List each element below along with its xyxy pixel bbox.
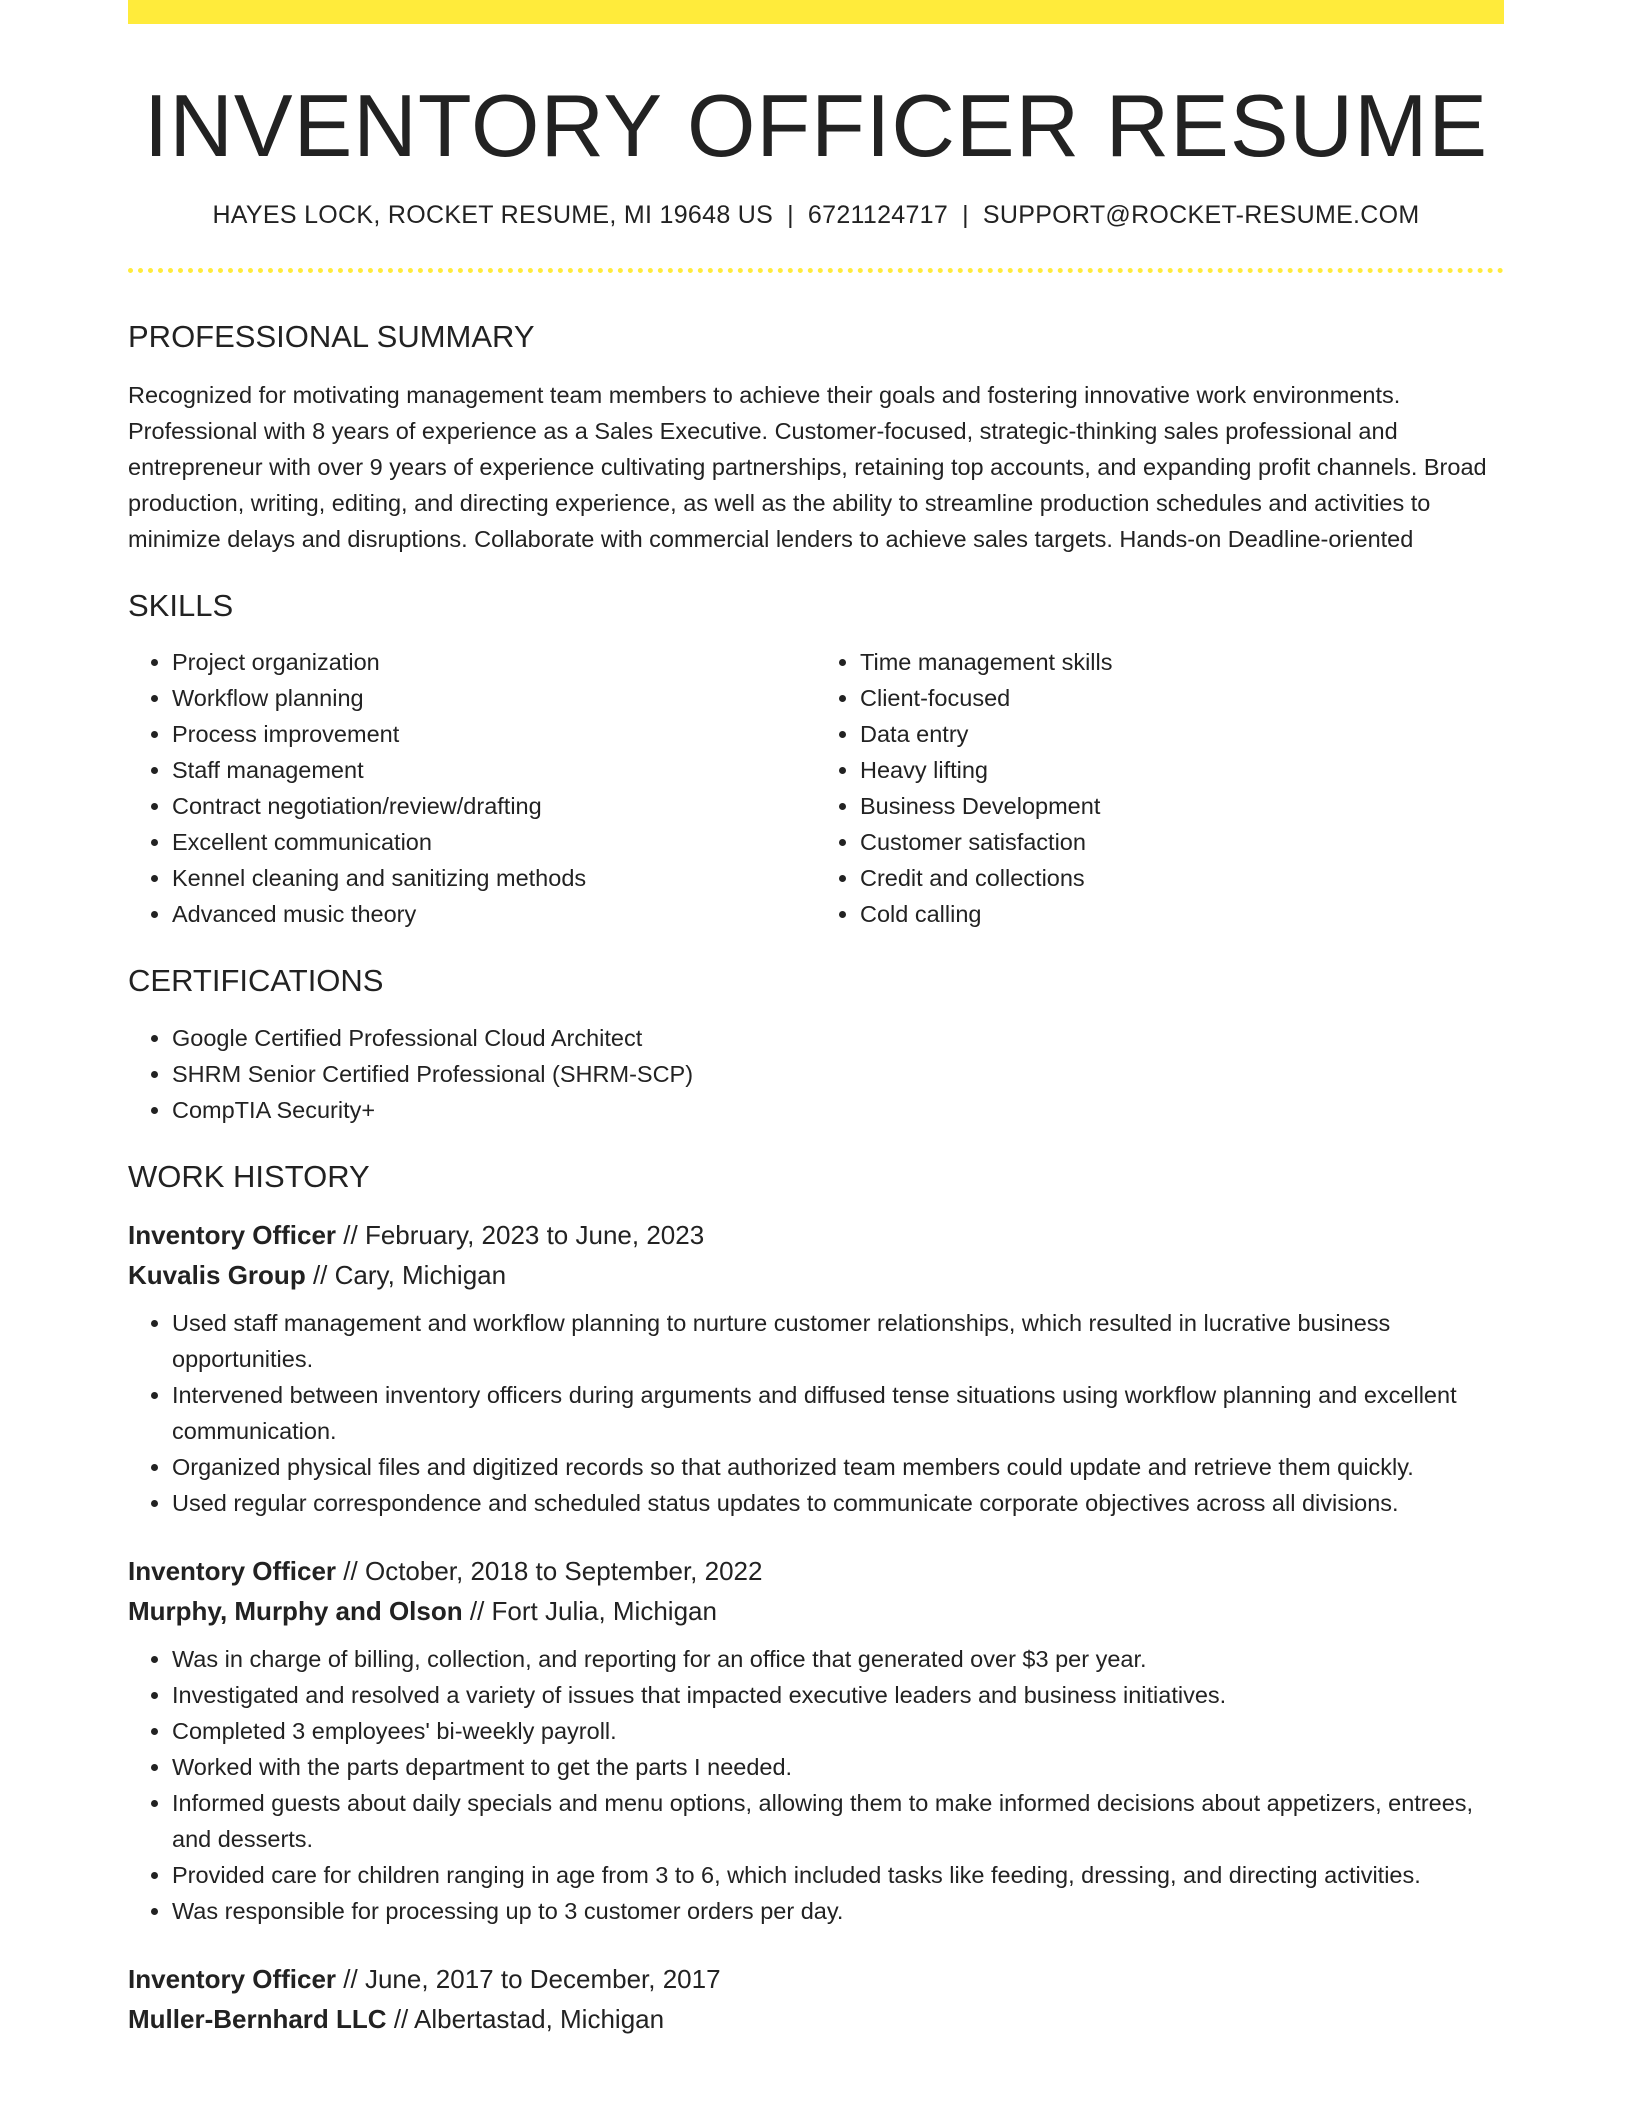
job-company: Kuvalis Group [128,1259,306,1290]
skill-item: • Excellent communication [172,824,816,860]
job-company: Muller-Bernhard LLC [128,2003,387,2034]
job-bullet: • Informed guests about daily specials and menu options, allowing them to make informed decisions about appetizers, entrees, and desserts. [172,1785,1504,1857]
certifications-list [128,1020,1504,1128]
certification-item: • Google Certified Professional Cloud Architect [172,1020,1504,1056]
skill-item: • Business Development [860,788,1504,824]
resume-page [128,0,1504,2039]
job-entry [128,1959,1504,2039]
contact-phone: 6721124717 [807,201,949,229]
contact-separator: | [787,201,794,229]
contact-separator: | [962,201,969,229]
skill-item: • Kennel cleaning and sanitizing methods [172,860,816,896]
work-history-heading: WORK HISTORY [128,1158,370,1194]
skill-item: • Customer satisfaction [860,824,1504,860]
skill-item: • Time management skills [860,644,1504,680]
skill-item: • Credit and collections [860,860,1504,896]
skills-columns [128,644,1504,932]
job-company: Murphy, Murphy and Olson [128,1595,463,1626]
job-dates: // October, 2018 to September, 2022 [343,1555,763,1586]
skills-section [128,587,1504,932]
job-company-line [128,1999,1504,2039]
skill-item: • Data entry [860,716,1504,752]
certification-item: • CompTIA Security+ [172,1092,1504,1128]
job-bullet: • Intervened between inventory officers during arguments and diffused tense situations using workflow planning and excellent communication. [172,1377,1504,1449]
job-bullet: • Organized physical files and digitized records so that authorized team members could update and retrieve them quickly. [172,1449,1504,1485]
job-dates: // February, 2023 to June, 2023 [343,1219,705,1250]
job-company-line [128,1591,1504,1631]
job-bullet: • Was responsible for processing up to 3 customer orders per day. [172,1893,1504,1929]
job-bullet: • Was in charge of billing, collection, and reporting for an office that generated over $3 per year. [172,1641,1504,1677]
skills-list-left [128,644,816,932]
certifications-section [128,962,1504,1127]
job-title: Inventory Officer [128,1963,337,1994]
job-bullet: • Worked with the parts department to get the parts I needed. [172,1749,1504,1785]
skill-item: • Advanced music theory [172,896,816,932]
contact-address: HAYES LOCK, ROCKET RESUME, MI 19648 US [212,201,774,229]
job-title: Inventory Officer [128,1219,337,1250]
skill-item: • Contract negotiation/review/drafting [172,788,816,824]
skill-item: • Process improvement [172,716,816,752]
contact-email: SUPPORT@ROCKET-RESUME.COM [982,201,1420,229]
job-bullets [128,1305,1504,1521]
job-bullet: • Used regular correspondence and scheduled status updates to communicate corporate objectives across all divisions. [172,1485,1504,1521]
skill-item: • Client-focused [860,680,1504,716]
summary-section [128,318,1504,557]
skills-heading: SKILLS [128,588,234,624]
job-location: // Cary, Michigan [312,1259,507,1290]
job-bullet: • Provided care for children ranging in age from 3 to 6, which included tasks like feeding, dressing, and directing activities. [172,1857,1504,1893]
job-location: // Fort Julia, Michigan [469,1595,717,1626]
job-bullet: • Completed 3 employees' bi-weekly payroll. [172,1713,1504,1749]
skill-item: • Staff management [172,752,816,788]
job-title: Inventory Officer [128,1555,337,1586]
job-entry [128,1551,1504,1929]
job-company-line [128,1255,1504,1295]
job-dates: // June, 2017 to December, 2017 [343,1963,721,1994]
summary-heading: PROFESSIONAL SUMMARY [128,319,535,354]
resume-title: INVENTORY OFFICER RESUME [143,76,1489,175]
summary-text: Recognized for motivating management team members to achieve their goals and fostering innovative work environments. Professional with 8 years of experience as a Sales Executive. Customer-focused, strategic-thinking sales professional and entrepreneur with over 9 years of experience cultivating partnerships, retaining top accounts, and expanding profit channels. Broad production, writing, editing, and directing experience, as well as the ability to streamline production schedules and activities to minimize delays and disruptions. Collaborate with commercial lenders to achieve sales targets. Hands-on Deadline-oriented [128,382,1487,553]
job-location: // Albertastad, Michigan [393,2003,665,2034]
certifications-heading: CERTIFICATIONS [128,963,384,999]
job-bullet: • Investigated and resolved a variety of issues that impacted executive leaders and business initiatives. [172,1677,1504,1713]
job-bullets [128,1641,1504,1929]
dotted-divider [128,268,1504,273]
work-history-section [128,1158,1504,2039]
job-title-line [128,1215,1504,1255]
skill-item: • Project organization [172,644,816,680]
job-bullet: • Used staff management and workflow planning to nurture customer relationships, which resulted in lucrative business opportunities. [172,1305,1504,1377]
skill-item: • Heavy lifting [860,752,1504,788]
contact-line [128,200,1504,230]
job-title-line [128,1551,1504,1591]
certification-item: • SHRM Senior Certified Professional (SHRM-SCP) [172,1056,1504,1092]
skill-item: • Cold calling [860,896,1504,932]
skill-item: • Workflow planning [172,680,816,716]
job-title-line [128,1959,1504,1999]
top-accent-bar [128,0,1504,24]
job-entry [128,1215,1504,1521]
skills-list-right [816,644,1504,932]
